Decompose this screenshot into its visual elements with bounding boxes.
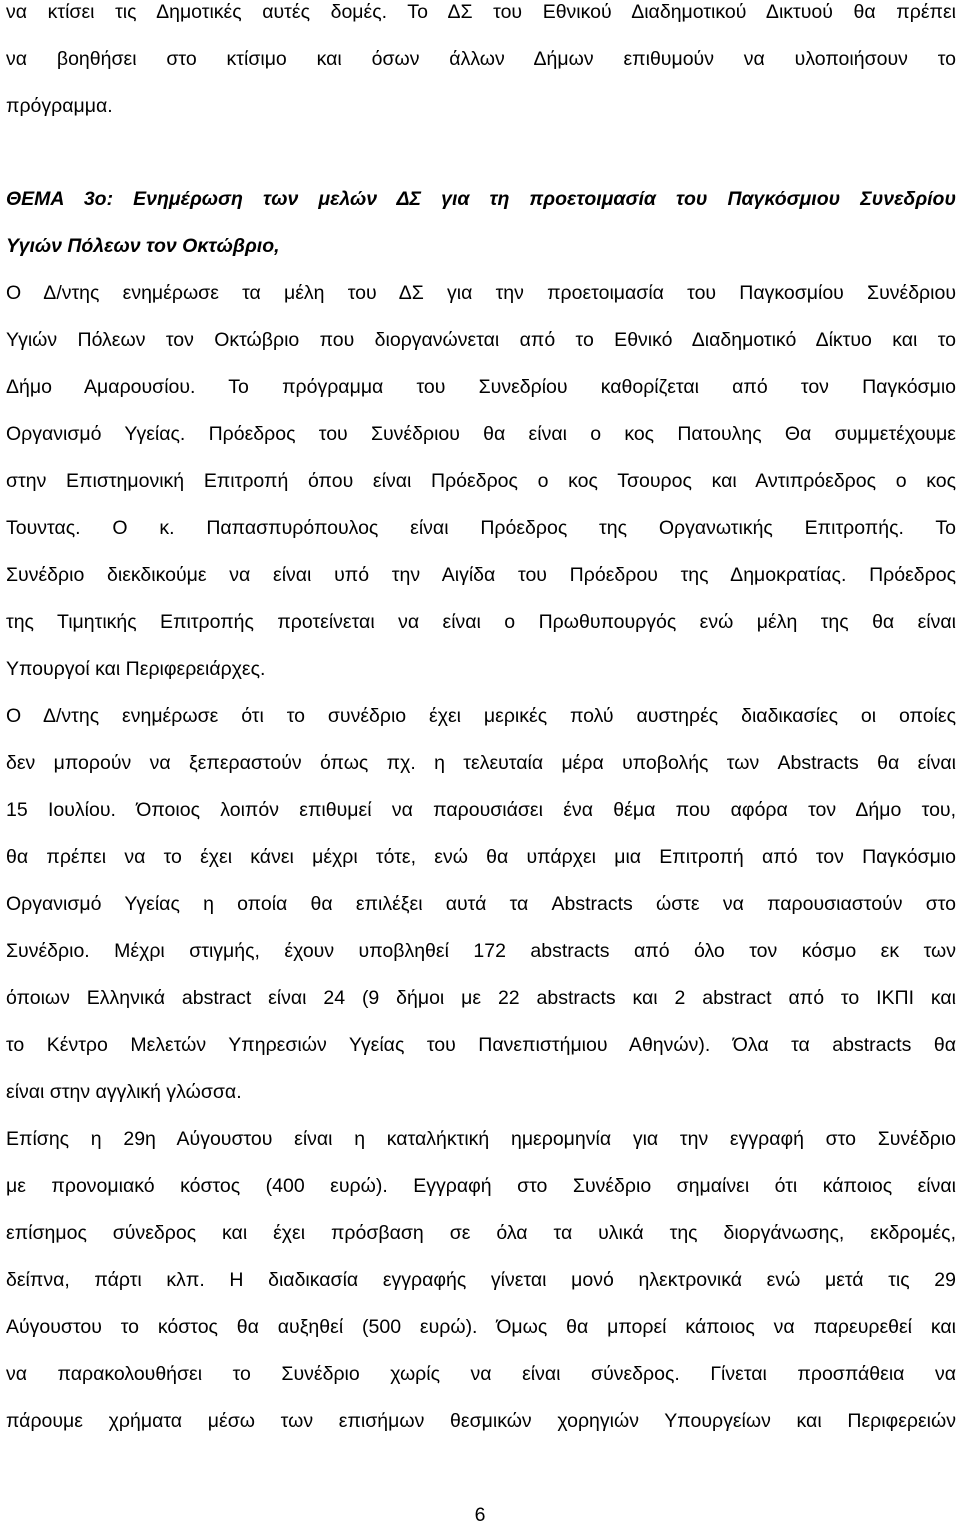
paragraph2-line-5: Οργανισμό Υγείας η οποία θα επιλέξει αυτά τα Abstracts ώστε να παρουσιαστούν στο bbox=[6, 893, 956, 915]
paragraph1-line-9: Υπουργοί και Περιφερειάρχες. bbox=[6, 658, 266, 680]
paragraph3-line-5: Αύγουστου το κόστος θα αυξηθεί (500 ευρώ). Όμως θα μπορεί κάποιος να παρευρεθεί και bbox=[6, 1316, 956, 1338]
page-number: 6 bbox=[474, 1504, 486, 1526]
paragraph1-line-3: Δήμο Αμαρουσίου. Το πρόγραμμα του Συνεδρίου καθορίζεται από τον Παγκόσμιο bbox=[6, 376, 956, 398]
paragraph3-line-1: Επίσης η 29η Αύγουστου είναι η καταλήκτική ημερομηνία για την εγγραφή στο Συνέδριο bbox=[6, 1128, 956, 1150]
paragraph2-line-7: όποιων Ελληνικά abstract είναι 24 (9 δήμοι με 22 abstracts και 2 abstract από το ΙΚΠΙ και bbox=[6, 987, 956, 1009]
paragraph2-line-9: είναι στην αγγλική γλώσσα. bbox=[6, 1081, 242, 1103]
paragraph3-line-4: δείπνα, πάρτι κλπ. Η διαδικασία εγγραφής γίνεται μονό ηλεκτρονικά ενώ μετά τις 29 bbox=[6, 1269, 956, 1291]
paragraph1-line-4: Οργανισμό Υγείας. Πρόεδρος του Συνέδριου θα είναι ο κος Πατουλης Θα συμμετέχουμε bbox=[6, 423, 956, 445]
paragraph1-line-6: Τουντας. Ο κ. Παπασπυρόπουλος είναι Πρόεδρος της Οργανωτικής Επιτροπής. Το bbox=[6, 517, 956, 539]
paragraph1-line-7: Συνέδριο διεκδικούμε να είναι υπό την Αιγίδα του Πρόεδρου της Δημοκρατίας. Πρόεδρος bbox=[6, 564, 956, 586]
paragraph3-line-6: να παρακολουθήσει το Συνέδριο χωρίς να είναι σύνεδρος. Γίνεται προσπάθεια να bbox=[6, 1363, 956, 1385]
paragraph2-line-2: δεν μπορούν να ξεπεραστούν όπως πχ. η τελευταία μέρα υποβολής των Abstracts θα είναι bbox=[6, 752, 956, 774]
intro-line-2: να βοηθήσει στο κτίσιμο και όσων άλλων Δήμων επιθυμούν να υλοποιήσουν το bbox=[6, 48, 956, 70]
paragraph1-line-5: στην Επιστημονική Επιτροπή όπου είναι Πρόεδρος ο κος Τσουρος και Αντιπρόεδρος ο κος bbox=[6, 470, 956, 492]
paragraph2-line-3: 15 Ιουλίου. Όποιος λοιπόν επιθυμεί να παρουσιάσει ένα θέμα που αφόρα τον Δήμο του, bbox=[6, 799, 956, 821]
intro-line-1: να κτίσει τις Δημοτικές αυτές δομές. Το ΔΣ του Εθνικού Διαδημοτικού Δικτυού θα πρέπει bbox=[6, 1, 956, 23]
paragraph3-line-7: πάρουμε χρήματα μέσω των επισήμων θεσμικών χορηγιών Υπουργείων και Περιφερειών bbox=[6, 1410, 956, 1432]
paragraph1-line-1: Ο Δ/ντης ενημέρωσε τα μέλη του ΔΣ για την προετοιμασία του Παγκοσμίου Συνέδριου bbox=[6, 282, 956, 304]
paragraph2-line-1: Ο Δ/ντης ενημέρωσε ότι το συνέδριο έχει μερικές πολύ αυστηρές διαδικασίες οι οποίες bbox=[6, 705, 956, 727]
paragraph1-line-2: Υγιών Πόλεων τον Οκτώβριο που διοργανώνεται από το Εθνικό Διαδημοτικό Δίκτυο και το bbox=[6, 329, 956, 351]
intro-line-3: πρόγραμμα. bbox=[6, 95, 113, 117]
paragraph3-line-2: με προνομιακό κόστος (400 ευρώ). Εγγραφή στο Συνέδριο σημαίνει ότι κάποιος είναι bbox=[6, 1175, 956, 1197]
paragraph2-line-4: θα πρέπει να το έχει κάνει μέχρι τότε, ενώ θα υπάρχει μια Επιτροπή από τον Παγκόσμιο bbox=[6, 846, 956, 868]
section-heading-line-2: Υγιών Πόλεων τον Οκτώβριο, bbox=[6, 235, 280, 257]
paragraph3-line-3: επίσημος σύνεδρος και έχει πρόσβαση σε όλα τα υλικά της διοργάνωσης, εκδρομές, bbox=[6, 1222, 956, 1244]
paragraph2-line-8: το Κέντρο Μελετών Υπηρεσιών Υγείας του Πανεπιστήμιου Αθηνών). Όλα τα abstracts θα bbox=[6, 1034, 956, 1056]
section-heading-line-1: ΘΕΜΑ 3ο: Ενημέρωση των μελών ΔΣ για τη προετοιμασία του Παγκόσμιου Συνεδρίου bbox=[6, 188, 956, 210]
paragraph2-line-6: Συνέδριο. Μέχρι στιγμής, έχουν υποβληθεί 172 abstracts από όλο τον κόσμο εκ των bbox=[6, 940, 956, 962]
paragraph1-line-8: της Τιμητικής Επιτροπής προτείνεται να είναι ο Πρωθυπουργός ενώ μέλη της θα είναι bbox=[6, 611, 956, 633]
